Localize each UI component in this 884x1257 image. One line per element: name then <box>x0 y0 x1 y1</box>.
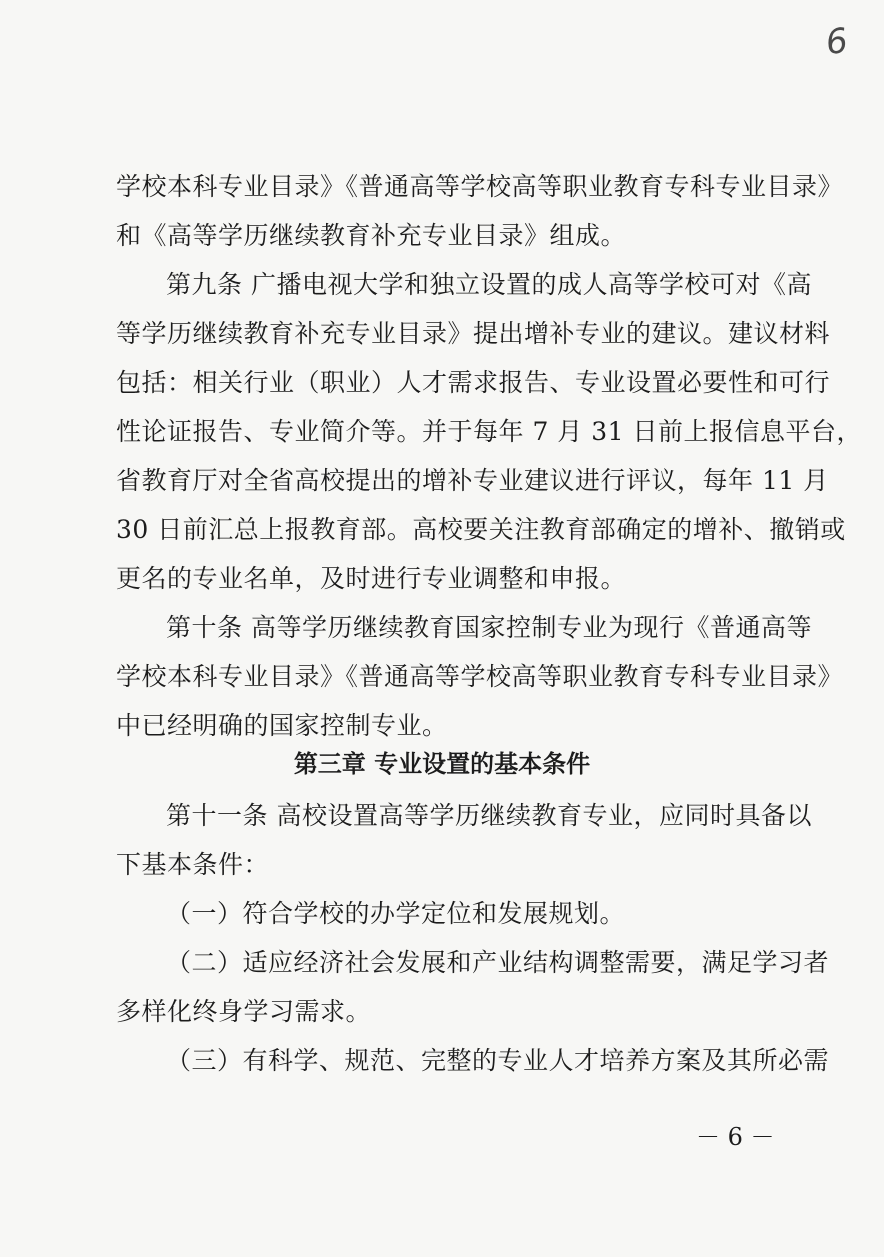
list-item-2: （二）适应经济社会发展和产业结构调整需要，满足学习者 <box>166 948 830 977</box>
text-line: 学校本科专业目录》《普通高等学校高等职业教育专科专业目录》 <box>116 172 844 201</box>
text-line: 等学历继续教育补充专业目录》提出增补专业的建议。建议材料 <box>116 319 831 348</box>
text-line: 和《高等学历继续教育补充专业目录》组成。 <box>116 221 627 250</box>
text-line: 下基本条件： <box>116 850 270 879</box>
text-line: 更名的专业名单，及时进行专业调整和申报。 <box>116 564 627 593</box>
list-item-1: （一）符合学校的办学定位和发展规划。 <box>166 899 626 928</box>
text-line: 省教育厅对全省高校提出的增补专业建议进行评议，每年 11 月 <box>116 466 829 495</box>
chapter-heading: 第三章 专业设置的基本条件 <box>293 750 591 778</box>
text-line: 中已经明确的国家控制专业。 <box>116 711 448 740</box>
page-number: － 6 － <box>696 1123 775 1151</box>
list-item-3: （三）有科学、规范、完整的专业人才培养方案及其所必需 <box>166 1046 830 1075</box>
text-line: 多样化终身学习需求。 <box>116 997 372 1026</box>
article-9-heading-line: 第九条 广播电视大学和独立设置的成人高等学校可对《高 <box>166 270 812 299</box>
text-line: 30 日前汇总上报教育部。高校要关注教育部确定的增补、撤销或 <box>116 515 846 544</box>
text-line: 学校本科专业目录》《普通高等学校高等职业教育专科专业目录》 <box>116 662 844 691</box>
handwritten-page-number: 6 <box>823 20 851 64</box>
text-line: 包括：相关行业（职业）人才需求报告、专业设置必要性和可行 <box>116 368 831 397</box>
article-10-heading-line: 第十条 高等学历继续教育国家控制专业为现行《普通高等 <box>166 613 812 642</box>
article-11-heading-line: 第十一条 高校设置高等学历继续教育专业，应同时具备以 <box>166 801 812 830</box>
text-line: 性论证报告、专业简介等。并于每年 7 月 31 日前上报信息平台， <box>116 417 863 446</box>
